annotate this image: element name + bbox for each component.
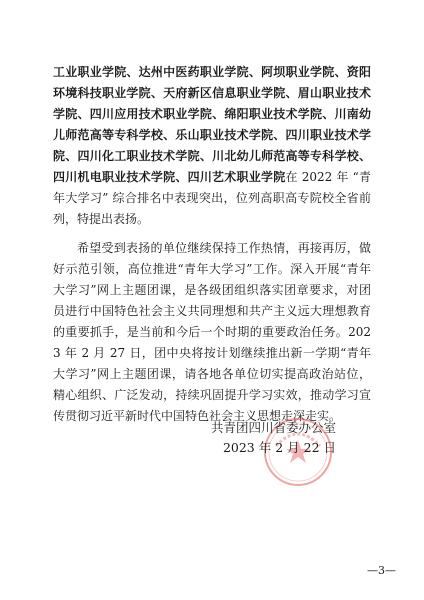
page-number: —3— xyxy=(367,564,396,577)
signature-organization: 共青团四川省委办公室 xyxy=(210,420,336,435)
signature-date: 2023 年 2 月 22 日 xyxy=(222,440,336,455)
paragraph-commendation-list xyxy=(53,62,371,230)
paragraph-commendation-text: 在 2022 年 “青年大学习” 综合排名中表现突出，位列高职高专院校全省前列，特提出表扬。 xyxy=(53,170,371,226)
college-name-list: 工业职业学院、达州中医药职业学院、阿坝职业学院、资阳环境科技职业学院、天府新区信息职业学院、眉山职业技术学院、四川应用技术职业学院、绵阳职业技术学院、川南幼儿师范高等专科学校、乐山职业技术学院、四川职业技术学院、四川化工职业技术学院、川北幼儿师范高等专科学校、四川机电职业技术学院、四川艺术职业学院 xyxy=(53,65,371,184)
paragraph-expectation: 希望受到表扬的单位继续保持工作热情，再接再厉，做好示范引领，高位推进“青年大学习”工作。深入开展“青年大学习”网上主题团课，是各级团组织落实团章要求，对团员进行中国特色社会主义共同理想和共产主义远大理想教育的重要抓手，是当前和今后一个时期的重要政治任务。2023 年 2 月 27 日，团中央将按计划继续推出新一学期“青年大学习”网上主题团课，请各地各单位切实提高政治站位，精心组织、广泛发动，持续巩固提升学习实效，推动学习宣传贯彻习近平新时代中国特色社会主义思想走深走实。 xyxy=(53,241,371,423)
